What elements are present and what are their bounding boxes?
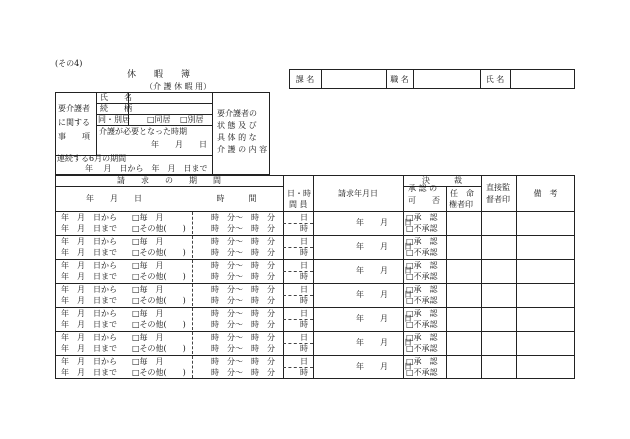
row-from-date: 年 月 日から: [61, 261, 117, 270]
row-every-option[interactable]: □毎 月: [132, 333, 164, 342]
row-hour-unit: 時: [300, 296, 308, 305]
field-name-label: 氏 名: [100, 93, 132, 102]
row-supervisor-seal[interactable]: [482, 332, 515, 354]
name-field[interactable]: [511, 70, 574, 88]
time-column-header: 時 間: [216, 194, 257, 203]
row-time-2[interactable]: 時 分〜 時 分: [211, 320, 275, 329]
row-remarks[interactable]: [517, 356, 574, 378]
period-label: 連続する6月の期間: [57, 154, 127, 163]
request-period-header: 請 求 の 期 間: [117, 176, 221, 185]
row-every-option[interactable]: □毎 月: [132, 285, 164, 294]
row-disapprove-checkbox[interactable]: □不承認: [406, 368, 438, 377]
cohabit-option-2[interactable]: □別居: [180, 115, 204, 124]
row-supervisor-seal[interactable]: [482, 308, 515, 330]
row-every-option[interactable]: □毎 月: [132, 237, 164, 246]
state-label-4: 介 護 の 内 容: [217, 145, 268, 154]
row-remarks[interactable]: [517, 236, 574, 258]
row-dashed-separator: [192, 332, 193, 354]
row-disapprove-checkbox[interactable]: □不承認: [406, 224, 438, 233]
row-appointer-seal[interactable]: [447, 356, 480, 378]
row-approve-checkbox[interactable]: □承 認: [406, 237, 438, 246]
row-approve-checkbox[interactable]: □承 認: [406, 261, 438, 270]
row-dashed-separator: [283, 247, 313, 248]
row-disapprove-checkbox[interactable]: □不承認: [406, 272, 438, 281]
row-supervisor-seal[interactable]: [482, 236, 515, 258]
name-label: 氏 名: [485, 74, 505, 84]
row-to-date: 年 月 日まで: [61, 296, 117, 305]
approval-header-1: 承 認 の: [408, 184, 438, 193]
row-every-option[interactable]: □毎 月: [132, 309, 164, 318]
row-day-unit: 日: [300, 213, 308, 222]
row-every-option[interactable]: □毎 月: [132, 357, 164, 366]
row-time-1[interactable]: 時 分〜 時 分: [211, 261, 275, 270]
needed-date-label: 介護が必要となった時期: [99, 127, 187, 136]
field-relation-label: 続 柄: [100, 104, 132, 113]
row-from-date: 年 月 日から: [61, 333, 117, 342]
row-request-date[interactable]: 年 月 日: [356, 338, 412, 347]
care-label-2: に関する: [58, 118, 90, 127]
row-other-option[interactable]: □その他( ): [132, 320, 186, 329]
row-supervisor-seal[interactable]: [482, 284, 515, 306]
row-day-unit: 日: [300, 333, 308, 342]
row-time-1[interactable]: 時 分〜 時 分: [211, 309, 275, 318]
row-from-date: 年 月 日から: [61, 237, 117, 246]
row-every-option[interactable]: □毎 月: [132, 213, 164, 222]
row-dashed-separator: [192, 356, 193, 378]
row-day-unit: 日: [300, 237, 308, 246]
row-hour-unit: 時: [300, 344, 308, 353]
period-format: 年 月 日から 年 月 日まで: [85, 164, 208, 173]
row-to-date: 年 月 日まで: [61, 368, 117, 377]
row-dashed-separator: [283, 319, 313, 320]
row-dashed-separator: [192, 212, 193, 234]
row-to-date: 年 月 日まで: [61, 320, 117, 329]
row-to-date: 年 月 日まで: [61, 224, 117, 233]
row-to-date: 年 月 日まで: [61, 272, 117, 281]
row-hour-unit: 時: [300, 320, 308, 329]
row-dashed-separator: [283, 343, 313, 344]
row-appointer-seal[interactable]: [447, 212, 480, 234]
row-time-2[interactable]: 時 分〜 時 分: [211, 248, 275, 257]
row-request-date[interactable]: 年 月 日: [356, 314, 412, 323]
row-dashed-separator: [283, 271, 313, 272]
row-remarks[interactable]: [517, 284, 574, 306]
row-other-option[interactable]: □その他( ): [132, 248, 186, 257]
row-appointer-seal[interactable]: [447, 332, 480, 354]
row-disapprove-checkbox[interactable]: □不承認: [406, 296, 438, 305]
row-dashed-separator: [192, 308, 193, 330]
remarks-header: 備 考: [533, 188, 558, 198]
row-approve-checkbox[interactable]: □承 認: [406, 357, 438, 366]
row-dashed-separator: [192, 236, 193, 258]
row-request-date[interactable]: 年 月 日: [356, 266, 412, 275]
row-from-date: 年 月 日から: [61, 309, 117, 318]
position-field[interactable]: [414, 70, 479, 88]
row-hour-unit: 時: [300, 224, 308, 233]
row-every-option[interactable]: □毎 月: [132, 261, 164, 270]
row-supervisor-seal[interactable]: [482, 212, 515, 234]
row-request-date[interactable]: 年 月 日: [356, 362, 412, 371]
row-other-option[interactable]: □その他( ): [132, 224, 186, 233]
row-appointer-seal[interactable]: [447, 308, 480, 330]
row-other-option[interactable]: □その他( ): [132, 296, 186, 305]
state-label-2: 状 態 及 び: [217, 121, 257, 130]
row-appointer-seal[interactable]: [447, 260, 480, 282]
row-to-date: 年 月 日まで: [61, 248, 117, 257]
row-approve-checkbox[interactable]: □承 認: [406, 309, 438, 318]
form-subtitle: （介 護 休 暇 用）: [145, 82, 212, 91]
appointer-header-1: 任 命: [450, 189, 474, 198]
row-hour-unit: 時: [300, 368, 308, 377]
row-dashed-separator: [283, 367, 313, 368]
daytime-header-2: 間 員: [289, 200, 308, 209]
row-from-date: 年 月 日から: [61, 213, 117, 222]
row-day-unit: 日: [300, 357, 308, 366]
row-time-2[interactable]: 時 分〜 時 分: [211, 296, 275, 305]
row-time-1[interactable]: 時 分〜 時 分: [211, 213, 275, 222]
row-from-date: 年 月 日から: [61, 357, 117, 366]
section-label: 課 名: [295, 74, 315, 84]
supervisor-header-2: 督者印: [486, 195, 510, 204]
row-remarks[interactable]: [517, 332, 574, 354]
section-field[interactable]: [322, 70, 385, 88]
decision-header: 決 裁: [422, 176, 462, 185]
appointer-header-2: 権者印: [449, 200, 473, 209]
row-supervisor-seal[interactable]: [482, 356, 515, 378]
row-supervisor-seal[interactable]: [482, 260, 515, 282]
row-dashed-separator: [192, 284, 193, 306]
care-label-1: 要介護者: [58, 104, 90, 113]
field-cohabit-label: 同・別居: [98, 115, 130, 124]
row-dashed-separator: [192, 260, 193, 282]
row-approve-checkbox[interactable]: □承 認: [406, 333, 438, 342]
row-approve-checkbox[interactable]: □承 認: [406, 285, 438, 294]
row-approve-checkbox[interactable]: □承 認: [406, 213, 438, 222]
date-column-header: 年 月 日: [86, 194, 142, 203]
row-other-option[interactable]: □その他( ): [132, 368, 186, 377]
row-disapprove-checkbox[interactable]: □不承認: [406, 344, 438, 353]
row-other-option[interactable]: □その他( ): [132, 344, 186, 353]
row-time-1[interactable]: 時 分〜 時 分: [211, 357, 275, 366]
request-date-header: 請求年月日: [338, 188, 378, 198]
supervisor-header-1: 直接監: [486, 183, 510, 192]
row-appointer-seal[interactable]: [447, 284, 480, 306]
row-other-option[interactable]: □その他( ): [132, 272, 186, 281]
row-remarks[interactable]: [517, 308, 574, 330]
row-remarks[interactable]: [517, 260, 574, 282]
row-time-2[interactable]: 時 分〜 時 分: [211, 272, 275, 281]
row-time-2[interactable]: 時 分〜 時 分: [211, 224, 275, 233]
row-to-date: 年 月 日まで: [61, 344, 117, 353]
state-label-3: 具 体 的 な: [217, 133, 257, 142]
approval-header-2: 可 否: [408, 196, 440, 205]
row-hour-unit: 時: [300, 248, 308, 257]
row-request-date[interactable]: 年 月 日: [356, 218, 412, 227]
row-from-date: 年 月 日から: [61, 285, 117, 294]
row-remarks[interactable]: [517, 212, 574, 234]
row-time-1[interactable]: 時 分〜 時 分: [211, 333, 275, 342]
state-label-1: 要介護者の: [217, 109, 257, 118]
row-appointer-seal[interactable]: [447, 236, 480, 258]
row-day-unit: 日: [300, 261, 308, 270]
cohabit-option-1[interactable]: □同居: [147, 115, 171, 124]
row-time-2[interactable]: 時 分〜 時 分: [211, 344, 275, 353]
row-dashed-separator: [283, 295, 313, 296]
row-time-1[interactable]: 時 分〜 時 分: [211, 285, 275, 294]
row-time-2[interactable]: 時 分〜 時 分: [211, 368, 275, 377]
row-hour-unit: 時: [300, 272, 308, 281]
row-day-unit: 日: [300, 309, 308, 318]
row-request-date[interactable]: 年 月 日: [356, 290, 412, 299]
row-time-1[interactable]: 時 分〜 時 分: [211, 237, 275, 246]
care-label-3: 事 項: [58, 132, 90, 141]
needed-date-format: 年 月 日: [151, 140, 207, 149]
row-day-unit: 日: [300, 285, 308, 294]
row-dashed-separator: [283, 223, 313, 224]
position-label: 職 名: [390, 74, 409, 84]
form-title: 休 暇 簿: [127, 70, 191, 80]
form-number: (その4): [55, 59, 83, 68]
row-disapprove-checkbox[interactable]: □不承認: [406, 248, 438, 257]
row-request-date[interactable]: 年 月 日: [356, 242, 412, 251]
row-disapprove-checkbox[interactable]: □不承認: [406, 320, 438, 329]
daytime-header-1: 日・時: [287, 189, 311, 198]
